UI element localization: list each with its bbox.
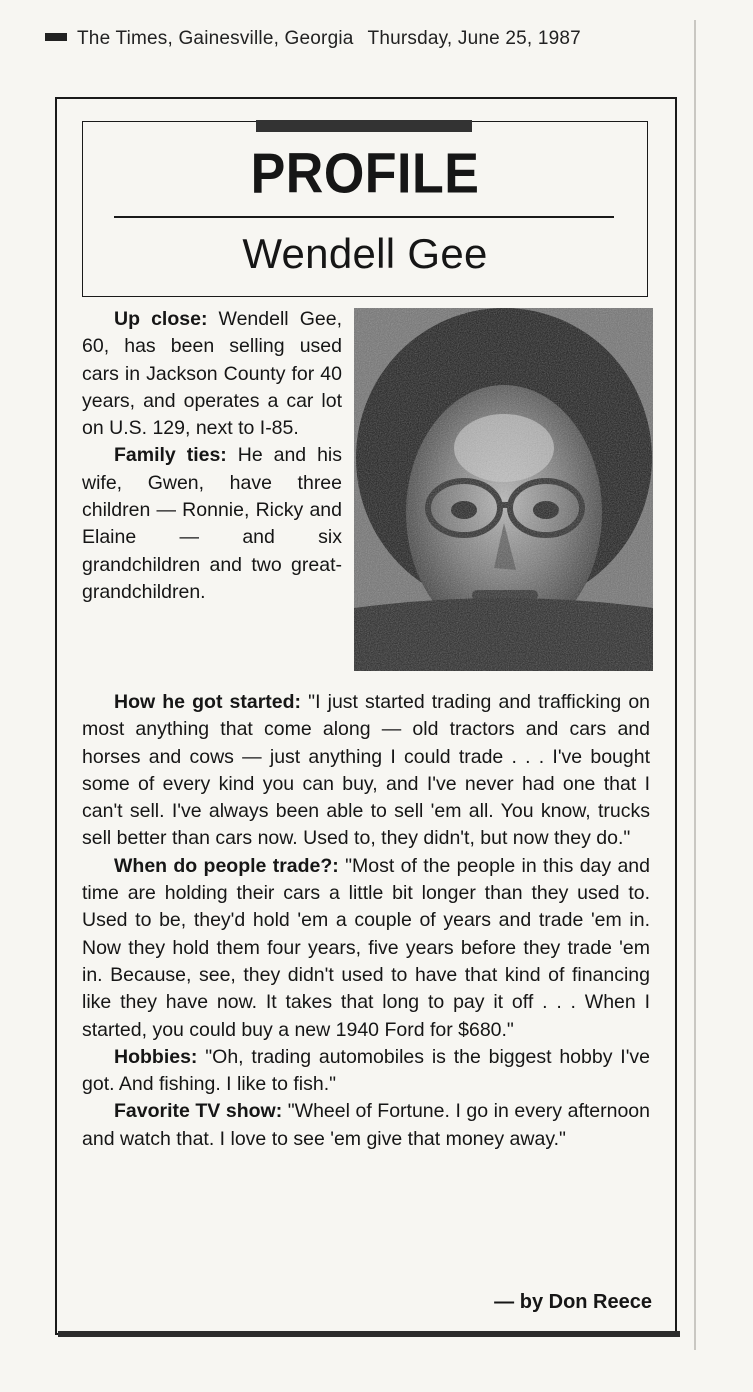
byline: — by Don Reece bbox=[494, 1291, 652, 1313]
section-text: "Wheel of Fortune. I go in every afternoon and watch that. I love to see 'em give that money away." bbox=[82, 1100, 650, 1150]
section-text: "I just started trading and trafficking on most anything that come along — old tractors and cars and horses and cows — just anything I could trade . . . I've bought some of every kind you can buy, and I've never had one that I can't sell. I've always been able to sell 'em all. You know, trucks sell better than cars now. Used to, they didn't, but now they do." bbox=[82, 691, 651, 850]
section-text: Wendell Gee, 60, has been selling used cars in Jackson County for 40 years, and operates a car lot on U.S. 129, next to I-85. bbox=[82, 308, 342, 440]
section-favorite-tv-show bbox=[82, 1098, 650, 1153]
page-header bbox=[45, 28, 685, 50]
publication-date: Thursday, June 25, 1987 bbox=[367, 28, 581, 49]
portrait-photo bbox=[354, 308, 653, 671]
section-how-he-got-started bbox=[82, 689, 650, 853]
section-text: He and his wife, Gwen, have three children — Ronnie, Ricky and Elaine — and six grandchildren and two great-grandchildren. bbox=[82, 444, 342, 603]
portrait-image-icon bbox=[354, 308, 653, 671]
narrow-column bbox=[82, 306, 342, 606]
section-when-do-people-trade bbox=[82, 853, 650, 1044]
section-text: "Most of the people in this day and time are holding their cars a little bit longer than they used to. Used to be, they'd hold 'em a couple of years and trade 'em in. Now they hold them four years, five years before they trade 'em in. Because, see, they didn't used to have that kind of financing like they have now. It takes that long to pay it off . . . When I started, you could buy a new 1940 Ford for $680." bbox=[82, 854, 650, 1041]
page-fold-line bbox=[694, 20, 696, 1350]
title-top-bar bbox=[256, 120, 472, 132]
section-up-close bbox=[82, 306, 342, 442]
section-kicker: PROFILE bbox=[250, 142, 480, 206]
header-bullet-icon bbox=[45, 33, 67, 41]
section-family-ties bbox=[82, 442, 342, 606]
section-label: Favorite TV show: bbox=[114, 1100, 283, 1123]
publication-name: The Times, Gainesville, Georgia bbox=[77, 28, 354, 49]
wide-column bbox=[82, 689, 650, 1153]
profile-name: Wendell Gee bbox=[242, 230, 488, 277]
title-divider bbox=[114, 216, 614, 218]
section-hobbies bbox=[82, 1044, 650, 1099]
section-label: Family ties: bbox=[114, 444, 227, 467]
section-label: Up close: bbox=[114, 308, 208, 330]
title-box bbox=[82, 121, 648, 297]
section-label: How he got started: bbox=[114, 691, 302, 713]
frame-bottom-rule bbox=[58, 1331, 680, 1337]
section-label: Hobbies: bbox=[114, 1045, 198, 1068]
section-text: "Oh, trading automobiles is the biggest hobby I've got. And fishing. I like to fish." bbox=[82, 1045, 651, 1096]
section-label: When do people trade?: bbox=[114, 854, 339, 877]
